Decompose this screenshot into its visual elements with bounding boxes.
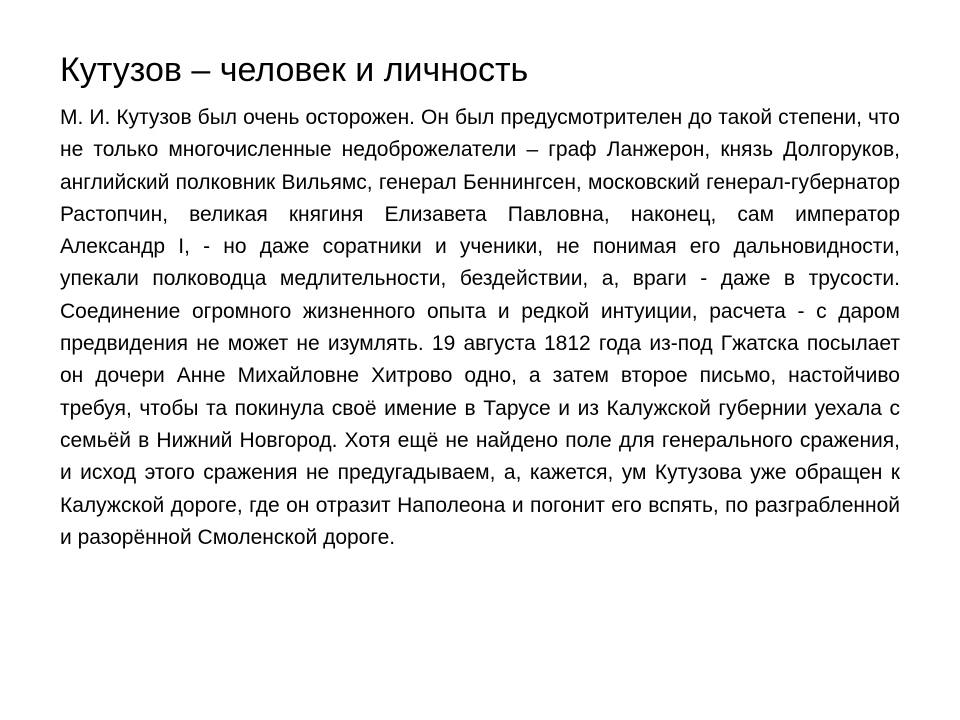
slide-body-text: М. И. Кутузов был очень осторожен. Он был предусмотрителен до такой степени, что не только многочисленные недоброжелатели – граф Ланжерон, князь Долгоруков, английский полковник Вильямс, генерал Беннингсен, московский генерал-губернатор Растопчин, великая княгиня Елизавета Павловна, наконец, сам император Александр I, - но даже соратники и ученики, не понимая его дальновидности, упекали полководца медлительности, бездействии, а, враги - даже в трусости. Соединение огромного жизненного опыта и редкой интуиции, расчета - с даром предвидения не может не изумлять. 19 августа 1812 года из-под Гжатска посылает он дочери Анне Михайловне Хитрово одно, а затем второе письмо, настойчиво требуя, чтобы та покинула своё имение в Тарусе и из Калужской губернии уехала с семьёй в Нижний Новгород. Хотя ещё не найдено поле для генерального сражения, и исход этого сражения не предугадываем, а, кажется, ум Кутузова уже обращен к Калужской дороге, где он отразит Наполеона и погонит его вспять, по разграбленной и разорённой Смоленской дороге. bbox=[60, 106, 900, 549]
slide-title: Кутузов – человек и личность bbox=[60, 51, 529, 89]
